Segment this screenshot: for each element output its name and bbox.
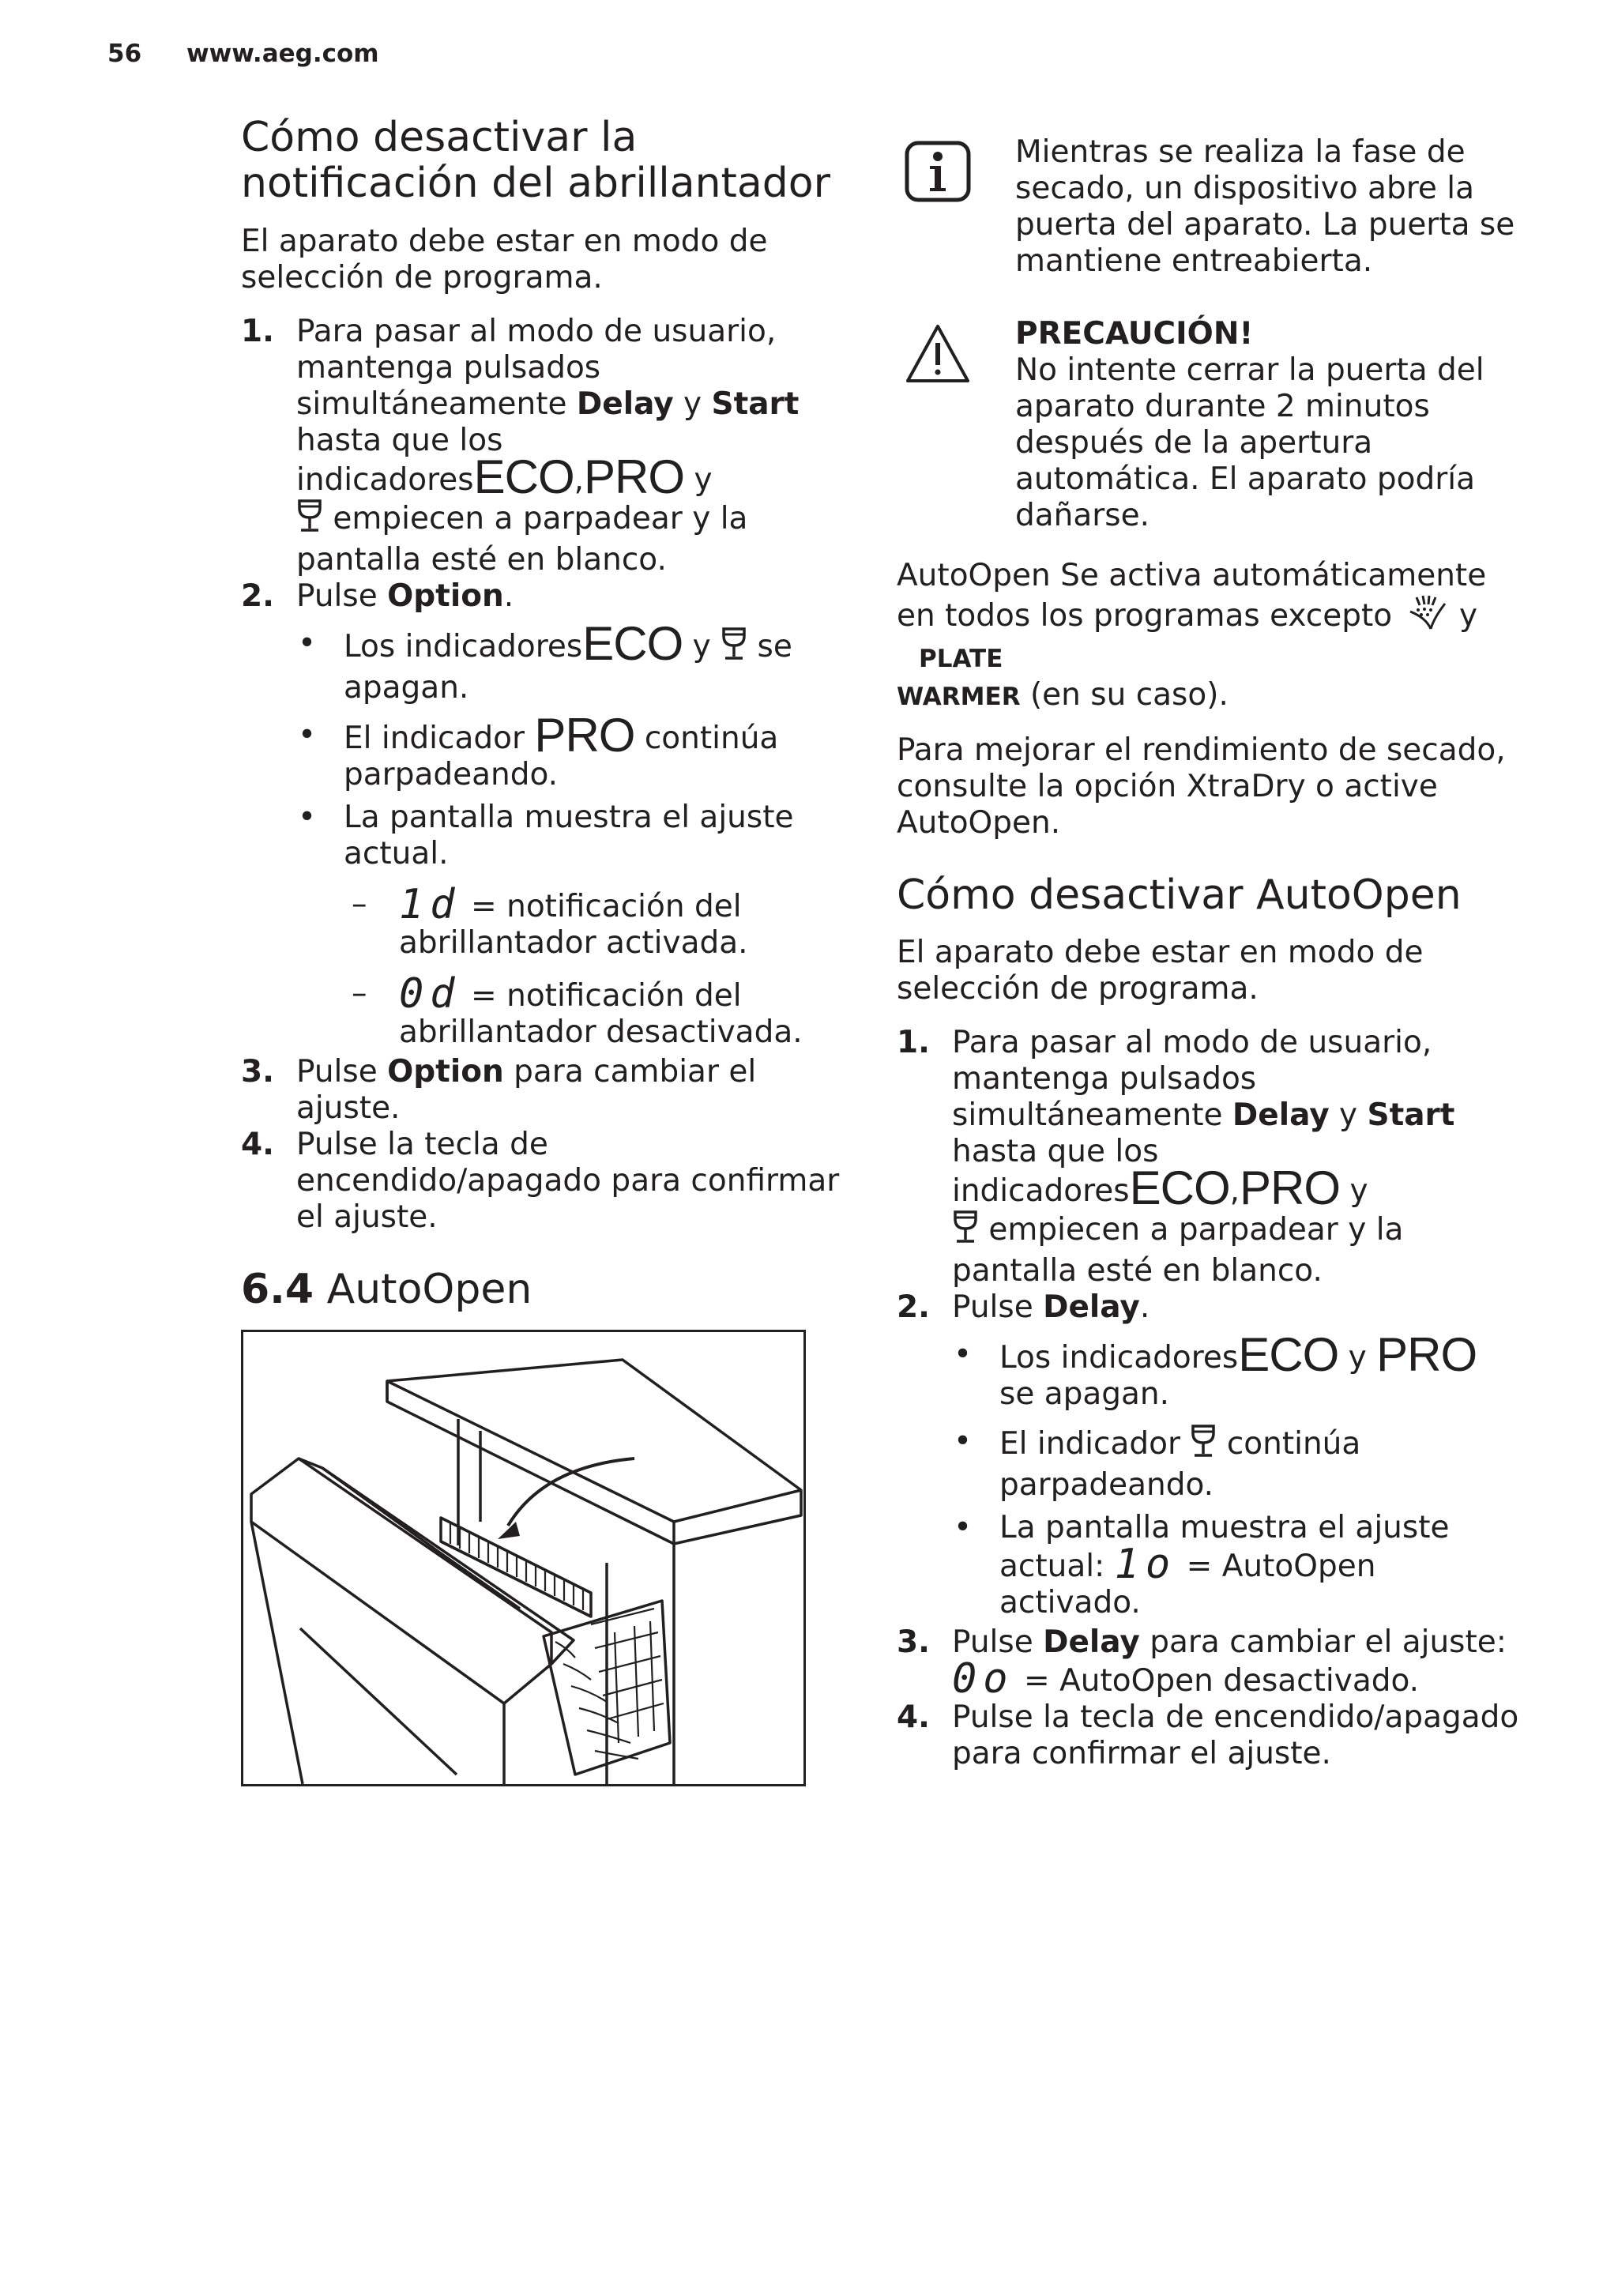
bullet-item [952, 1424, 1521, 1504]
info-note-text: Mientras se realiza la fase de secado, un dispositivo abre la puerta del aparato. La puerta se mantiene entreabierta. [1015, 134, 1515, 279]
bullet-item [952, 1328, 1521, 1413]
step-number: 1. [241, 314, 274, 349]
step-4 [897, 1699, 1521, 1772]
glass-icon [721, 627, 747, 670]
bullet-dot: • [954, 1510, 973, 1545]
pro-indicator: PRO [534, 709, 635, 762]
step-number: 3. [241, 1054, 274, 1090]
pro-indicator: PRO [584, 450, 685, 503]
step-number: 4. [241, 1127, 274, 1162]
intro-text: El aparato debe estar en modo de selección de programa. [897, 935, 1424, 1007]
glass-icon [1190, 1424, 1217, 1467]
step-3 [897, 1624, 1521, 1703]
page-number: 56 [107, 40, 142, 68]
bullet-text: La pantalla muestra el ajuste actual. [344, 800, 794, 871]
display-segment: 0o [952, 1655, 1014, 1703]
xtradry-text: Para mejorar el rendimiento de secado, consulte la opción XtraDry o active AutoOpen. [897, 732, 1506, 841]
paragraph-text: y [1449, 598, 1478, 634]
section-title-rinse-aid: Cómo desactivar la notificación del abrillantador [241, 114, 831, 207]
section-title-autoopen: Cómo desactivar AutoOpen [897, 871, 1462, 919]
step-text: Para pasar al modo de usuario, mantenga pulsados simultáneamente [952, 1025, 1432, 1133]
delay-key-label: Delay [576, 386, 674, 422]
pro-indicator: PRO [1376, 1328, 1477, 1381]
bullet-text: El indicador [999, 1426, 1191, 1462]
start-key-label: Start [711, 386, 800, 422]
display-segment: 0d [399, 970, 461, 1018]
eco-indicator: ECO [1238, 1328, 1339, 1381]
step-text: y [1340, 1173, 1368, 1209]
step-1 [241, 314, 857, 578]
bullet-text: = AutoOpen activado. [999, 1549, 1376, 1620]
dash-mark: – [352, 886, 367, 922]
bullet-dot: • [954, 1337, 973, 1372]
dash-text: = notificación del abrillantador desactivada. [399, 978, 803, 1050]
warning-triangle-icon [905, 322, 971, 393]
autoopen-exception-text [897, 558, 1521, 715]
dash-item [352, 970, 857, 1051]
bullet-text: continúa parpadeando. [344, 721, 779, 792]
step-text: , [574, 462, 585, 498]
bullet-text: Los indicadores [344, 629, 583, 664]
step-text: , [1229, 1173, 1240, 1209]
step-text: = AutoOpen desactivado. [1014, 1663, 1420, 1699]
bullet-item [296, 617, 857, 706]
step-text: . [1139, 1289, 1150, 1325]
section-title: AutoOpen [314, 1266, 532, 1313]
warmer-label: WARMER [897, 683, 1021, 711]
delay-key-label: Delay [1232, 1097, 1330, 1133]
step-text: hasta que los indicadores [296, 423, 503, 498]
step-number: 3. [897, 1624, 930, 1660]
dash-item [352, 881, 857, 962]
step-4 [241, 1127, 857, 1236]
step-number: 1. [897, 1025, 930, 1060]
step-text: hasta que los indicadores [952, 1134, 1159, 1209]
start-key-label: Start [1367, 1097, 1455, 1133]
bullet-item [296, 709, 857, 793]
bullet-dot: • [954, 1424, 973, 1459]
intro-text: El aparato debe estar en modo de selección de programa. [241, 224, 768, 295]
step-1 [897, 1025, 1521, 1289]
eco-indicator: ECO [473, 450, 574, 503]
section-number: 6.4 [241, 1266, 314, 1313]
option-key-label: Option [387, 1054, 504, 1090]
plate-label: PLATE [919, 645, 1003, 673]
step-text: para cambiar el ajuste. [296, 1054, 757, 1126]
caution-note [897, 316, 1521, 534]
info-icon [905, 141, 971, 211]
bullet-dot: • [298, 800, 317, 835]
autoopen-illustration [241, 1330, 806, 1786]
display-segment: 1d [399, 881, 461, 928]
glass-icon [952, 1210, 979, 1253]
step-text: para cambiar el ajuste: [1139, 1624, 1507, 1660]
left-column [241, 115, 857, 1438]
step-text: y [673, 386, 712, 422]
dishwasher-door-drawing [243, 1332, 803, 1784]
step-text: empiecen a parpadear y la pantalla esté en blanco. [296, 501, 748, 578]
info-note [897, 134, 1521, 280]
step-number: 4. [897, 1699, 930, 1735]
delay-key-label: Delay [1043, 1624, 1140, 1660]
bullet-text: Los indicadores [999, 1340, 1239, 1376]
pro-indicator: PRO [1240, 1161, 1341, 1214]
section-heading-autoopen [241, 1267, 857, 1312]
eco-indicator: ECO [582, 617, 683, 670]
step-text: Pulse [296, 1054, 388, 1090]
bullet-text: continúa parpadeando. [999, 1426, 1361, 1503]
step-2 [241, 578, 857, 615]
step-text: Pulse [952, 1289, 1044, 1325]
bullet-text: se apagan. [999, 1376, 1170, 1412]
bullet-item [952, 1510, 1521, 1621]
delay-key-label: Delay [1043, 1289, 1140, 1325]
caution-title: PRECAUCIÓN! [1015, 316, 1254, 352]
step-text: . [503, 578, 514, 614]
bullet-text: El indicador [344, 721, 535, 756]
step-number: 2. [897, 1289, 930, 1325]
step-text: y [1329, 1097, 1368, 1133]
step-text: Pulse [952, 1624, 1044, 1660]
option-key-label: Option [387, 578, 504, 614]
step-3 [241, 1054, 857, 1127]
bullet-text: se apagan. [344, 629, 792, 706]
eco-indicator: ECO [1129, 1161, 1230, 1214]
paragraph-text: AutoOpen Se activa automáticamente en todos los programas excepto [897, 558, 1487, 634]
step-number: 2. [241, 578, 274, 614]
step-text: y [684, 462, 713, 498]
website-url[interactable]: www.aeg.com [186, 40, 379, 68]
dash-text: = notificación del abrillantador activada. [399, 889, 748, 961]
step-text: Pulse la tecla de encendido/apagado para confirmar el ajuste. [296, 1127, 840, 1235]
step-2 [897, 1289, 1521, 1326]
paragraph-text: (en su caso). [1020, 677, 1229, 713]
right-column [897, 134, 1521, 1772]
step-text: empiecen a parpadear y la pantalla esté en blanco. [952, 1212, 1404, 1289]
step-text: Pulse [296, 578, 388, 614]
dash-mark: – [352, 976, 367, 1011]
plate-warmer-icon [1402, 594, 1450, 639]
step-text: Para pasar al modo de usuario, mantenga pulsados simultáneamente [296, 314, 777, 422]
bullet-text: La pantalla muestra el ajuste actual: [999, 1510, 1450, 1584]
bullet-dot: • [298, 626, 317, 661]
bullet-item [296, 800, 857, 872]
bullet-dot: • [298, 717, 317, 753]
caution-text: No intente cerrar la puerta del aparato durante 2 minutos después de la apertura automática. El aparato podría dañarse. [1015, 352, 1484, 533]
bullet-text: y [683, 629, 721, 664]
bullet-text: y [1338, 1340, 1377, 1376]
glass-icon [296, 499, 323, 542]
step-text: Pulse la tecla de encendido/apagado para confirmar el ajuste. [952, 1699, 1519, 1771]
display-segment: 1o [1114, 1541, 1177, 1588]
